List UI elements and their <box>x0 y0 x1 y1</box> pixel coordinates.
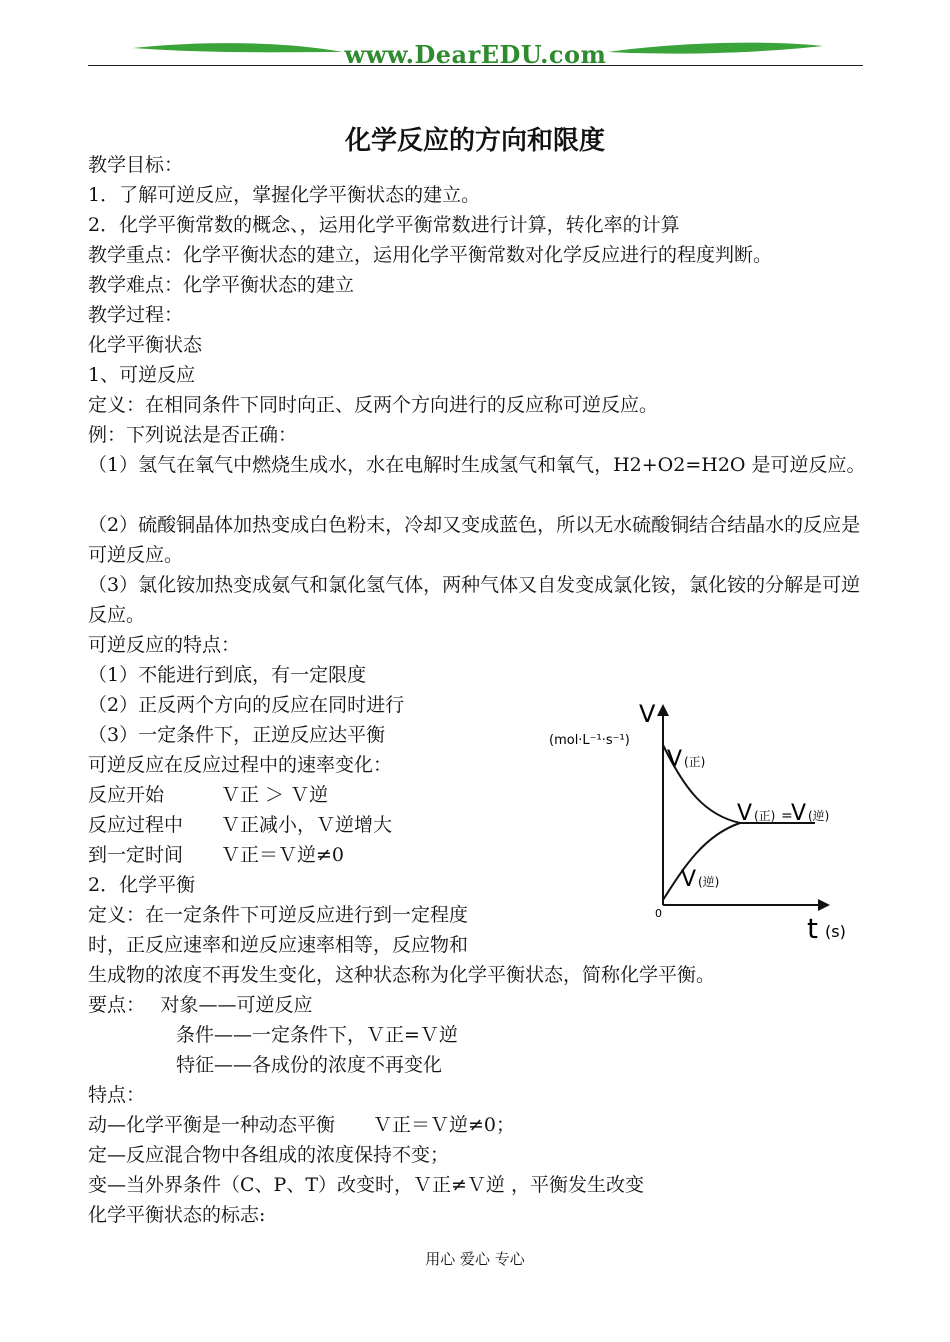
text-line: 教学过程： <box>88 304 184 326</box>
text-line: 特征——各成份的浓度不再变化 <box>176 1054 443 1076</box>
text-line: 教学目标： <box>88 154 184 176</box>
site-logo[interactable]: www.DearEDU.com <box>344 40 607 69</box>
text-line: 定义：在相同条件下同时向正、反两个方向进行的反应称可逆反应。 <box>88 394 659 416</box>
page-footer: 用心 爱心 专心 <box>425 1250 525 1268</box>
forward-rate-label: V <box>667 747 683 772</box>
text-line: 例：下列说法是否正确： <box>88 424 298 446</box>
text-line: 2．化学平衡 <box>88 874 196 896</box>
y-axis-arrow <box>657 704 669 716</box>
text-line: 生成物的浓度不再发生变化，这种状态称为化学平衡状态，简称化学平衡。 <box>88 964 716 986</box>
text-line: 反应过程中 Ｖ正减小，Ｖ逆增大 <box>88 814 393 836</box>
text-line: 1、可逆反应 <box>88 364 196 386</box>
page-header <box>88 30 863 80</box>
text-line: （1）不能进行到底，有一定限度 <box>88 664 367 686</box>
text-line: 1．了解可逆反应，掌握化学平衡状态的建立。 <box>88 184 481 206</box>
text-line: （3）一定条件下，正逆反应达平衡 <box>88 724 386 746</box>
text-paragraph: （3）氯化铵加热变成氨气和氯化氢气体，两种气体又自发变成氯化铵，氯化铵的分解是可逆反应。 <box>88 574 861 626</box>
text-line: 动—化学平衡是一种动态平衡 Ｖ正＝Ｖ逆≠0； <box>88 1114 516 1136</box>
text-paragraph: （1）氢气在氧气中燃烧生成水，水在电解时生成氢气和氧气，H2+O2=H2O 是可逆反应。 <box>88 454 866 476</box>
reverse-rate-subscript: (逆) <box>698 875 720 889</box>
x-axis-unit: (s) <box>825 922 846 941</box>
text-paragraph: （2）硫酸铜晶体加热变成白色粉末，冷却又变成蓝色，所以无水硫酸铜结合结晶水的反应是可逆反应。 <box>88 514 861 566</box>
x-axis-arrow <box>818 899 830 911</box>
equilibrium-label-sub1: (正) <box>754 809 776 823</box>
rate-time-graph <box>545 700 865 945</box>
origin-label: 0 <box>655 907 662 920</box>
text-line: 化学平衡状态的标志: <box>88 1204 266 1226</box>
text-line: 要点： 对象——可逆反应 <box>88 994 313 1016</box>
text-line: 可逆反应的特点： <box>88 634 241 656</box>
text-line: 教学重点：化学平衡状态的建立，运用化学平衡常数对化学反应进行的程度判断。 <box>88 244 773 266</box>
text-line: 反应开始 Ｖ正 ＞ Ｖ逆 <box>88 784 329 806</box>
equilibrium-label-sub2: (逆) <box>808 809 830 823</box>
equilibrium-label-v1: V <box>737 801 753 826</box>
x-axis-label: t <box>807 912 818 945</box>
equilibrium-label-equals: = <box>781 808 793 824</box>
text-line: 变—当外界条件（C、P、T）改变时，Ｖ正≠Ｖ逆 ，平衡发生改变 <box>88 1174 644 1196</box>
text-line: （2）正反两个方向的反应在同时进行 <box>88 694 405 716</box>
text-line: 教学难点：化学平衡状态的建立 <box>88 274 355 296</box>
header-divider <box>88 65 863 66</box>
equilibrium-label-v2: V <box>791 801 807 826</box>
text-line: 特点： <box>88 1084 146 1106</box>
document-title: 化学反应的方向和限度 <box>344 126 605 156</box>
text-line: 条件——一定条件下，Ｖ正=Ｖ逆 <box>176 1024 458 1046</box>
text-line: 定—反应混合物中各组成的浓度保持不变； <box>88 1144 450 1166</box>
text-line: 可逆反应在反应过程中的速率变化： <box>88 754 393 776</box>
reverse-rate-label: V <box>681 867 697 892</box>
text-line: 定义：在一定条件下可逆反应进行到一定程度 <box>88 904 469 926</box>
forward-rate-subscript: (正) <box>684 755 706 769</box>
text-line: 时，正反应速率和逆反应速率相等，反应物和 <box>88 934 469 956</box>
text-line: 化学平衡状态 <box>88 334 203 356</box>
y-axis-label: V <box>639 700 656 728</box>
text-line: 2．化学平衡常数的概念、，运用化学平衡常数进行计算，转化率的计算 <box>88 214 680 236</box>
text-line: 到一定时间 Ｖ正＝Ｖ逆≠0 <box>88 844 345 866</box>
y-axis-unit: (mol·L⁻¹·s⁻¹) <box>549 733 630 748</box>
